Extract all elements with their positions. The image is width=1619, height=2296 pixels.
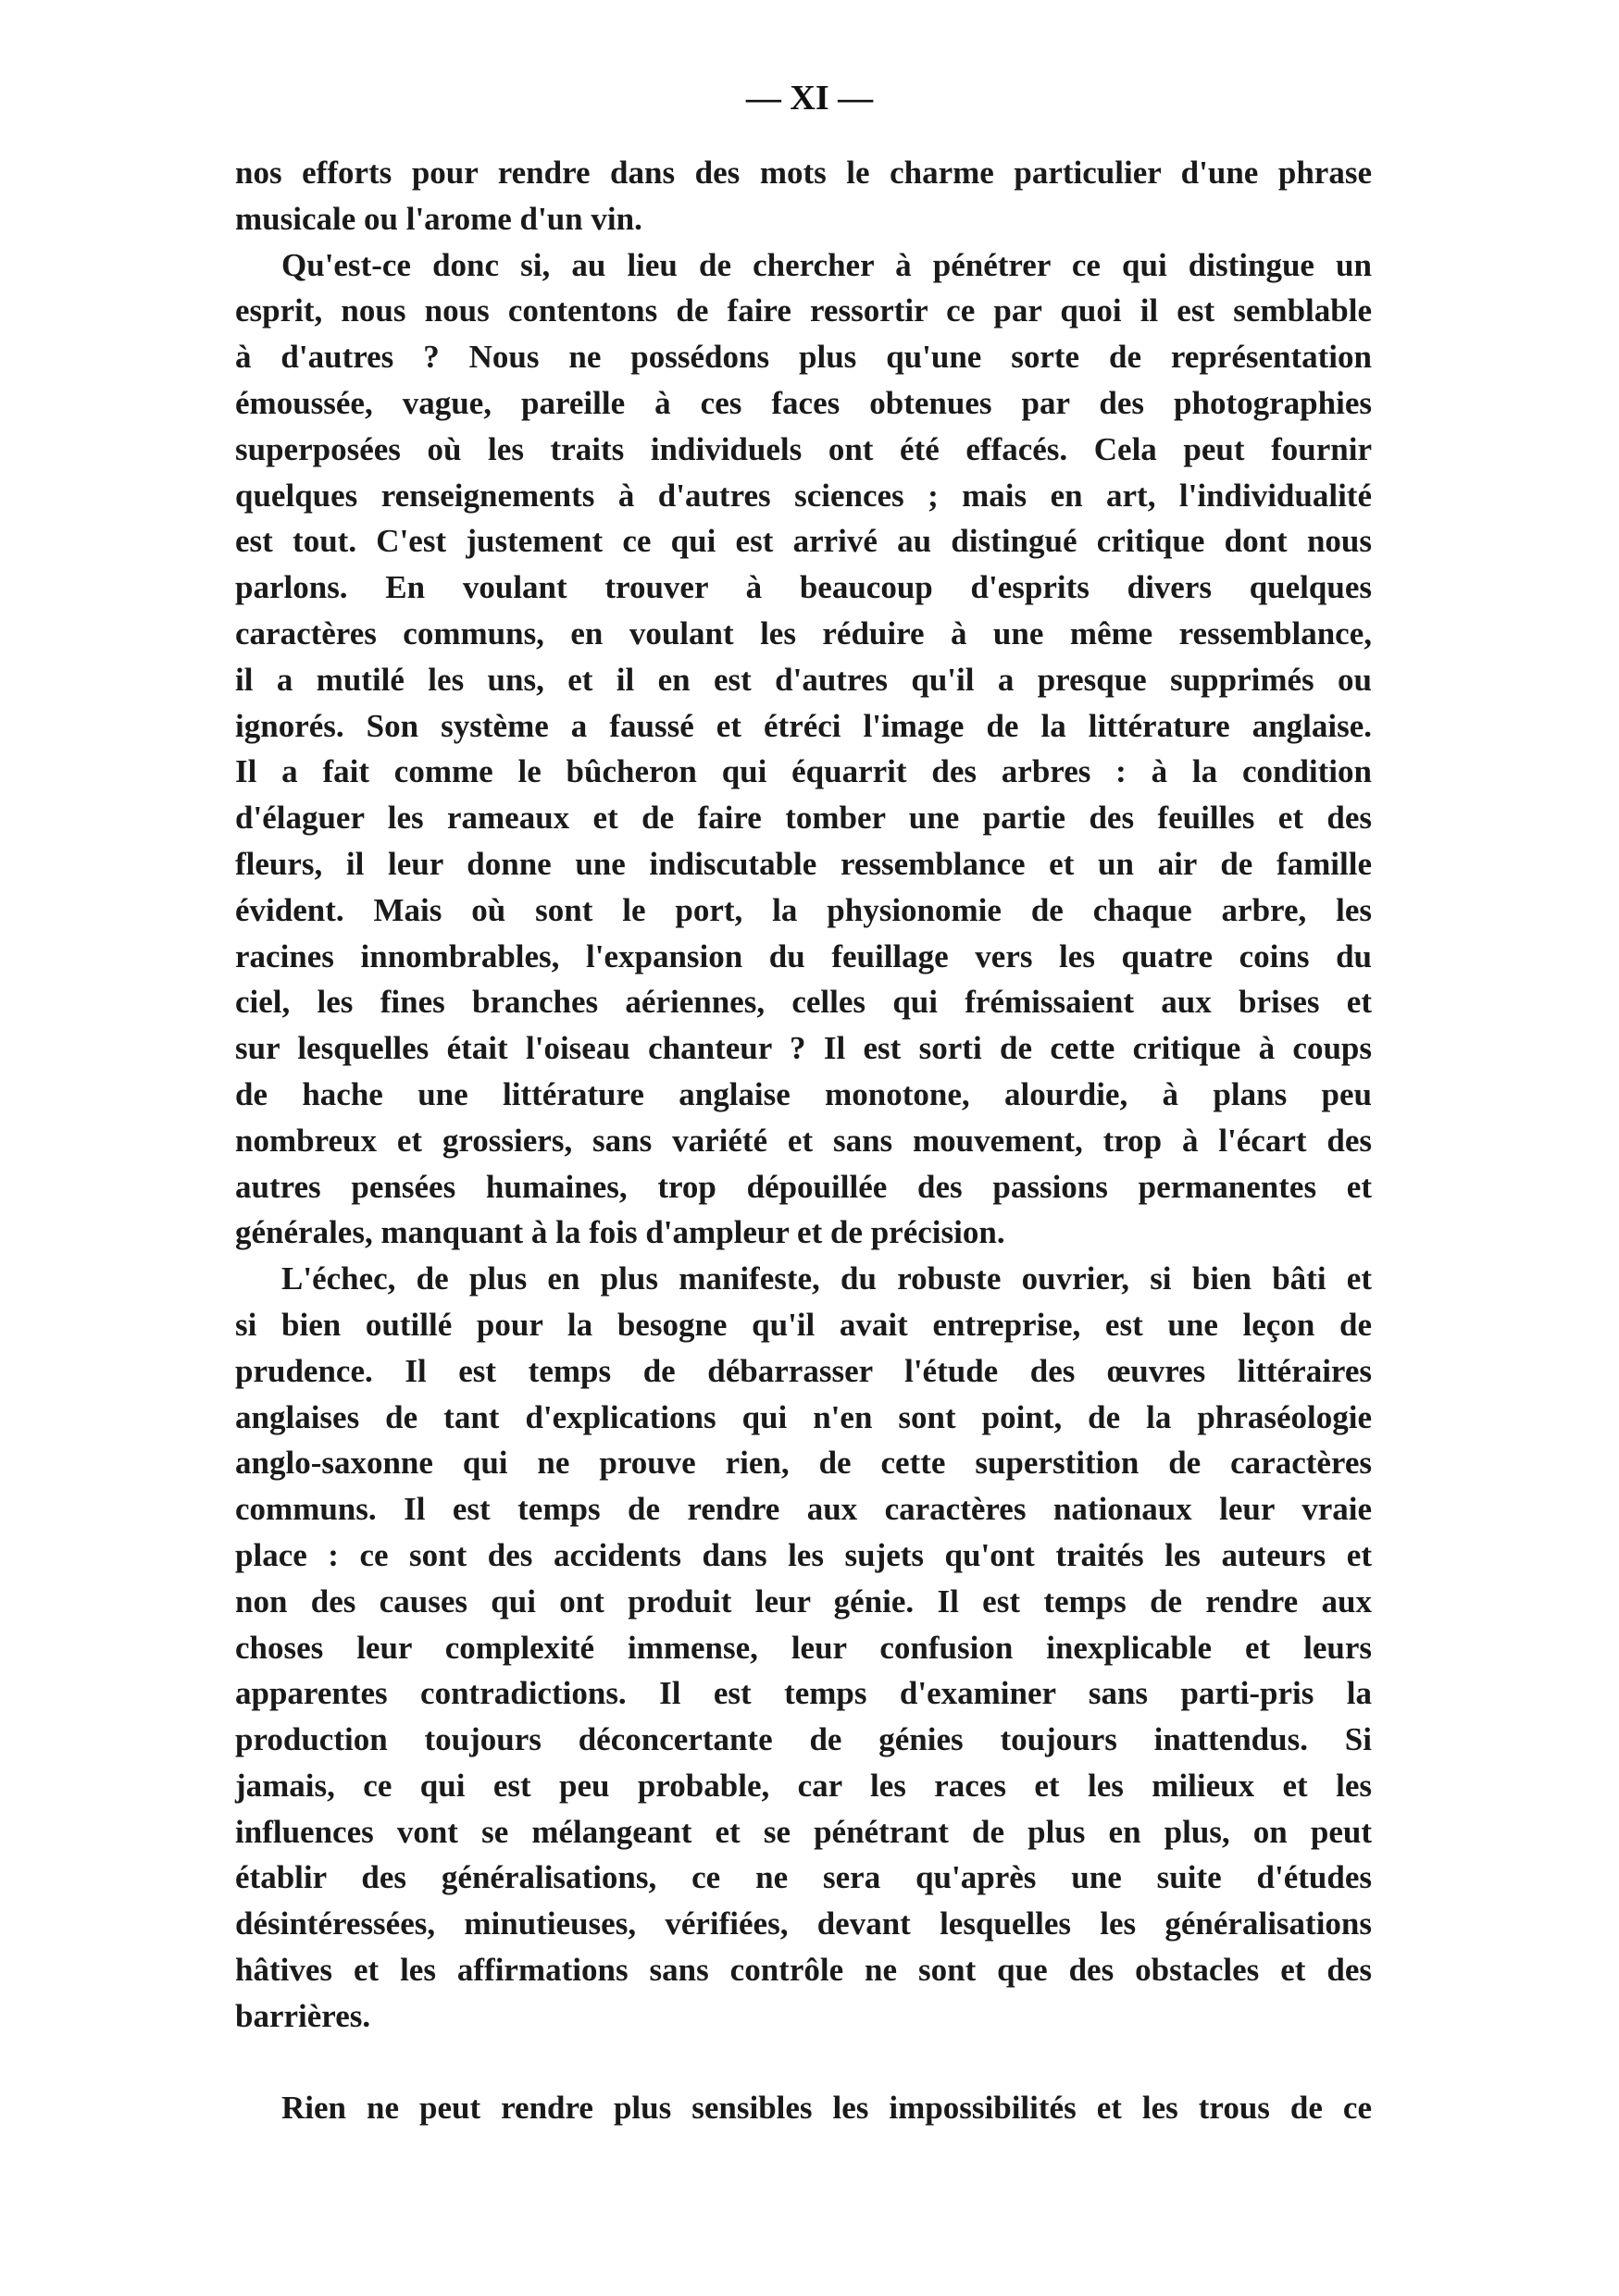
text-line: est tout. C'est justement ce qui est arrivé au distingué critique dont nous (235, 523, 1372, 560)
text-line: anglo-saxonne qui ne prouve rien, de cette superstition de caractères (235, 1445, 1372, 1482)
text-line: parlons. En voulant trouver à beaucoup d'esprits divers quelques (235, 569, 1372, 606)
text-line: non des causes qui ont produit leur génie. Il est temps de rendre aux (235, 1582, 1372, 1620)
text-line: caractères communs, en voulant les réduire à une même ressemblance, (235, 614, 1372, 652)
text-line: musicale ou l'arome d'un vin. (235, 200, 642, 237)
text-line: il a mutilé les uns, et il en est d'autres qu'il a presque supprimés ou (235, 661, 1372, 698)
text-line: communs. Il est temps de rendre aux caractères nationaux leur vraie (235, 1491, 1372, 1528)
text-line: évident. Mais où sont le port, la physionomie de chaque arbre, les (235, 891, 1372, 928)
text-line: hâtives et les affirmations sans contrôle ne sont que des obstacles et des (235, 1952, 1372, 1989)
text-line: Rien ne peut rendre plus sensibles les impossibilités et les trous de ce (281, 2090, 1372, 2127)
text-line: établir des généralisations, ce ne sera qu'après une suite d'études (235, 1859, 1372, 1896)
text-line: nombreux et grossiers, sans variété et sans mouvement, trop à l'écart des (235, 1122, 1372, 1159)
text-line: L'échec, de plus en plus manifeste, du robuste ouvrier, si bien bâti et (281, 1260, 1372, 1297)
text-line: quelques renseignements à d'autres sciences ; mais en art, l'individualité (235, 477, 1372, 514)
paragraph-gap (235, 2040, 1372, 2086)
text-line: racines innombrables, l'expansion du feuillage vers les quatre coins du (235, 937, 1372, 974)
text-line: Qu'est-ce donc si, au lieu de chercher à pénétrer ce qui distingue un (281, 246, 1372, 283)
text-line: prudence. Il est temps de débarrasser l'étude des œuvres littéraires (235, 1352, 1372, 1389)
text-line: de hache une littérature anglaise monotone, alourdie, à plans peu (235, 1075, 1372, 1112)
text-line: Il a fait comme le bûcheron qui équarrit des arbres : à la condition (235, 753, 1372, 790)
text-line: jamais, ce qui est peu probable, car les races et les milieux et les (235, 1767, 1372, 1804)
text-line: fleurs, il leur donne une indiscutable ressemblance et un air de famille (235, 845, 1372, 882)
body-text (235, 150, 1372, 2131)
text-line: ignorés. Son système a faussé et étréci l'image de la littérature anglaise. (235, 707, 1372, 744)
text-line: si bien outillé pour la besogne qu'il avait entreprise, est une leçon de (235, 1306, 1372, 1343)
page-number: — XI — (745, 79, 874, 118)
text-line: sur lesquelles était l'oiseau chanteur ? Il est sorti de cette critique à coups (235, 1030, 1372, 1067)
text-line: influences vont se mélangeant et se pénétrant de plus en plus, on peut (235, 1813, 1372, 1850)
text-line: place : ce sont des accidents dans les sujets qu'ont traités les auteurs et (235, 1536, 1372, 1573)
text-line: anglaises de tant d'explications qui n'en sont point, de la phraséologie (235, 1398, 1372, 1435)
text-line: émoussée, vague, pareille à ces faces obtenues par des photographies (235, 384, 1372, 421)
text-line: esprit, nous nous contentons de faire ressortir ce par quoi il est semblable (235, 292, 1372, 329)
text-line: production toujours déconcertante de génies toujours inattendus. Si (235, 1721, 1372, 1758)
text-line: ciel, les fines branches aériennes, celles qui frémissaient aux brises et (235, 984, 1372, 1021)
text-line: apparentes contradictions. Il est temps d'examiner sans parti-pris la (235, 1675, 1372, 1712)
text-line: barrières. (235, 1997, 371, 2034)
text-line: d'élaguer les rameaux et de faire tomber une partie des feuilles et des (235, 800, 1372, 837)
text-line: nos efforts pour rendre dans des mots le charme particulier d'une phrase (235, 155, 1372, 191)
text-line: à d'autres ? Nous ne possédons plus qu'une sorte de représentation (235, 339, 1372, 376)
text-line: choses leur complexité immense, leur confusion inexplicable et leurs (235, 1629, 1372, 1666)
text-line: générales, manquant à la fois d'ampleur et de précision. (235, 1214, 1005, 1251)
text-line: superposées où les traits individuels ont été effacés. Cela peut fournir (235, 430, 1372, 467)
text-line: autres pensées humaines, trop dépouillée des passions permanentes et (235, 1168, 1372, 1205)
text-line: désintéressées, minutieuses, vérifiées, devant lesquelles les généralisations (235, 1905, 1372, 1942)
